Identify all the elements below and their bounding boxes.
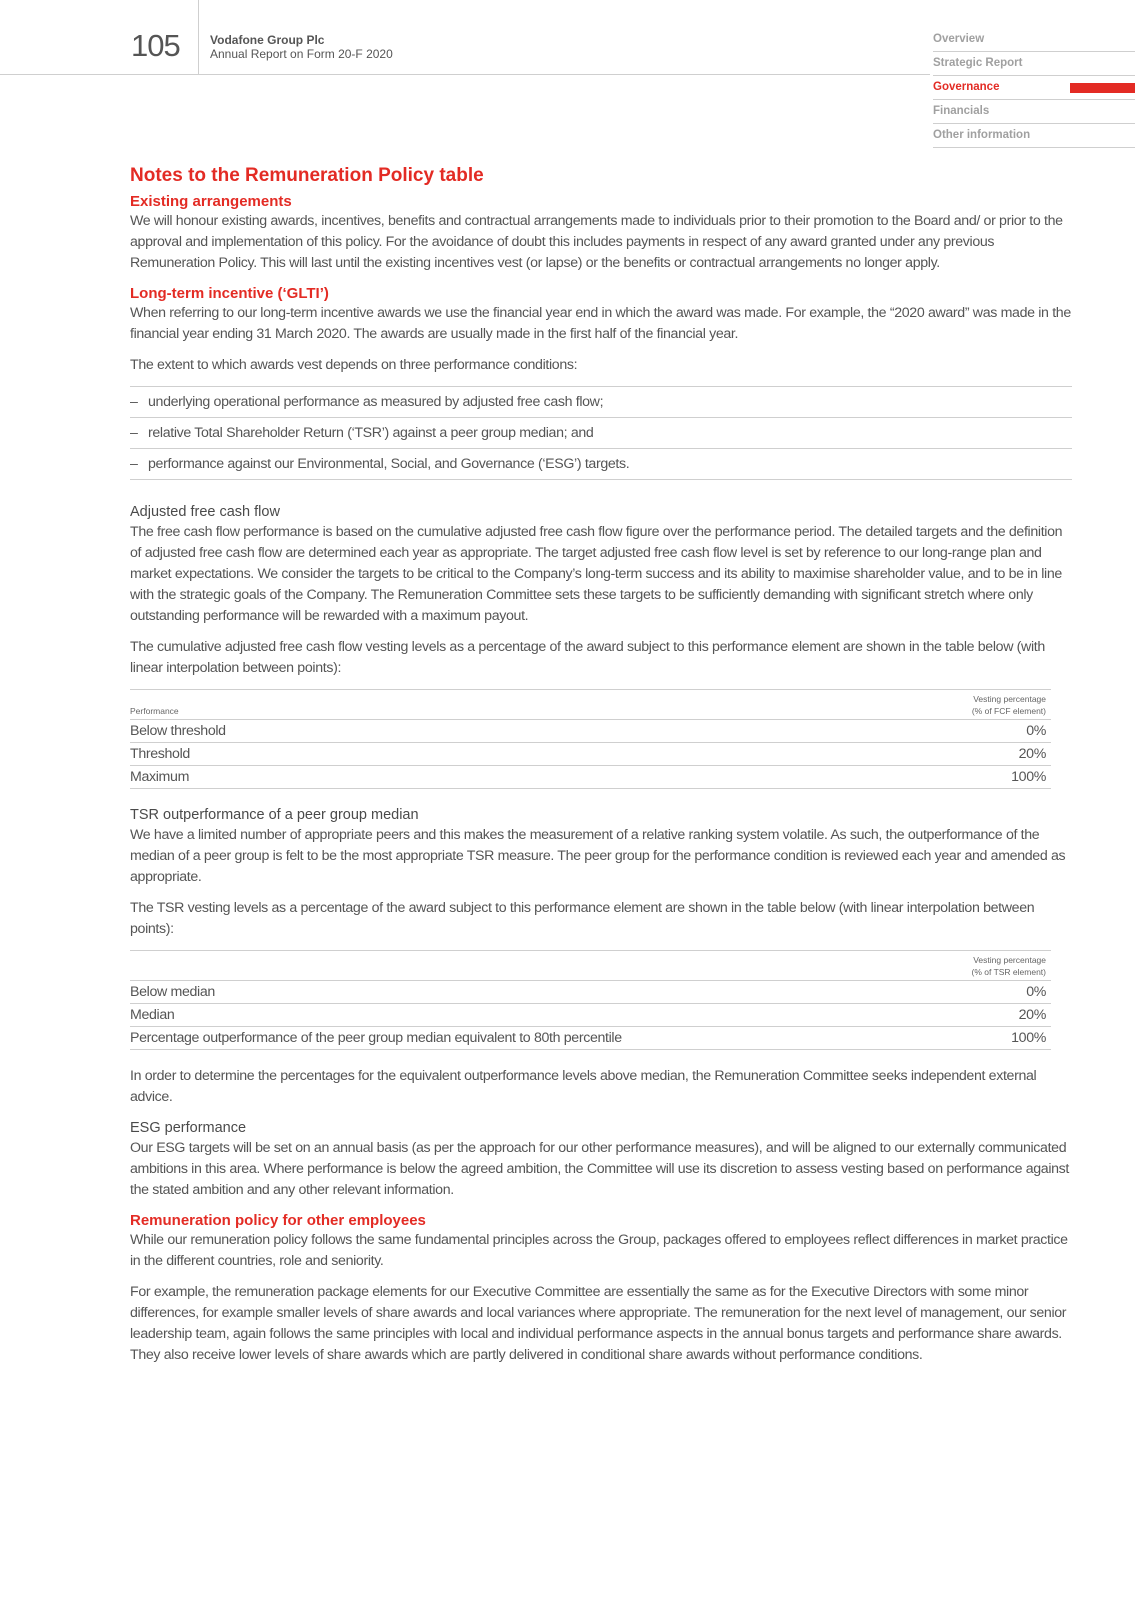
nav-item-financials[interactable]: Financials [933,100,1135,124]
paragraph: Our ESG targets will be set on an annual basis (as per the approach for our other performance measures), and will be aligned to our externally communicated ambitions in this area. Where performance is below the agreed ambition, the Committee will use its discretion to assess vesting based on performance against the stated ambition and any other relevant information. [130,1140,1070,1198]
section-existing-arrangements [130,192,1072,274]
publication-info [210,33,393,61]
table-row [130,720,1051,743]
paragraph: When referring to our long-term incentive awards we use the financial year end in which the award was made. For example, the “2020 award” was made in the financial year ending 31 March 2020. The awards are usually made in the first half of the financial year. [130,305,1071,342]
column-header-vesting [634,690,1051,720]
section-heading: Long-term incentive (‘GLTI’) [130,285,329,302]
list-item [130,387,1072,418]
section-glti [130,284,1072,480]
header-divider [0,74,930,75]
vesting-cell: 20% [923,1004,1051,1027]
subsection-heading: Adjusted free cash flow [130,504,280,520]
column-header-line: Vesting percentage [973,694,1046,704]
section-other-employees [130,1211,1072,1366]
paragraph: For example, the remuneration package elements for our Executive Committee are essentially the same as for the Executive Directors with some minor differences, for example smaller levels of share awards and local variances where appropriate. The remuneration for the next level of management, our senior leadership team, again follows the same principles with local and individual performance aspects in the annual bonus targets and performance share awards. They also receive lower levels of share awards which are partly delivered in conditional share awards without performance conditions. [130,1284,1067,1363]
column-header-vesting [923,951,1051,981]
nav-item-overview[interactable]: Overview [933,28,1135,52]
subsection-heading: ESG performance [130,1120,247,1136]
page-title: Notes to the Remuneration Policy table [130,165,484,186]
paragraph: In order to determine the percentages for the equivalent outperformance levels above median, the Remuneration Committee seeks independent external advice. [130,1068,1037,1105]
vesting-cell: 0% [634,720,1051,743]
list-item-text: performance against our Environmental, Social, and Governance (‘ESG’) targets. [148,456,630,472]
table-row [130,766,1051,789]
vesting-cell: 100% [634,766,1051,789]
paragraph: We will honour existing awards, incentives, benefits and contractual arrangements made to individuals prior to their promotion to the Board and/ or prior to the approval and implementation of this policy. For the avoidance of doubt this includes payments in respect of any award granted under any previous Remuneration Policy. This will last until the existing incentives vest (or lapse) or the benefits or contractual arrangements no longer apply. [130,213,1063,271]
table-header-row [130,690,1051,720]
report-name: Annual Report on Form 20-F 2020 [210,47,393,61]
dash-marker: – [130,425,138,441]
active-section-marker [1070,83,1135,93]
paragraph: While our remuneration policy follows the same fundamental principles across the Group, packages offered to employees reflect differences in market practice in the different countries, role and seniority. [130,1232,1068,1269]
nav-item-governance-label: Governance [933,81,1000,93]
tsr-vesting-table [130,950,1051,1050]
column-header-performance: Performance [130,690,634,720]
performance-cell: Threshold [130,743,634,766]
performance-cell: Median [130,1004,923,1027]
main-content [130,164,1072,1376]
paragraph: The free cash flow performance is based on the cumulative adjusted free cash flow figure over the performance period. The detailed targets and the definition of adjusted free cash flow are determined each year as appropriate. The target adjusted free cash flow level is set by reference to our long-range plan and market expectations. We consider the targets to be critical to the Company’s long-term success and its ability to maximise shareholder value, and to be in line with the strategic goals of the Company. The Remuneration Committee sets these targets to be sufficiently demanding with significant stretch where only outstanding performance will be rewarded with a maximum payout. [130,524,1063,624]
table-row [130,1004,1051,1027]
list-item-text: underlying operational performance as measured by adjusted free cash flow; [148,394,604,410]
fcf-vesting-table [130,689,1051,789]
section-esg [130,1118,1072,1201]
performance-cell: Percentage outperformance of the peer group median equivalent to 80th percentile [130,1027,923,1050]
nav-item-other-information[interactable]: Other information [933,124,1135,148]
paragraph: The cumulative adjusted free cash flow vesting levels as a percentage of the award subject to this performance element are shown in the table below (with linear interpolation between points): [130,639,1045,676]
nav-item-strategic-report[interactable]: Strategic Report [933,52,1135,76]
list-item [130,418,1072,449]
section-tsr [130,805,1072,1108]
performance-cell: Maximum [130,766,634,789]
table-row [130,981,1051,1004]
dash-marker: – [130,456,138,472]
company-name: Vodafone Group Plc [210,33,325,47]
nav-item-governance[interactable] [933,76,1135,100]
performance-conditions-list [130,386,1072,480]
column-header-line: (% of FCF element) [971,706,1046,716]
subsection-heading: TSR outperformance of a peer group median [130,807,419,823]
page-number: 105 [131,28,180,63]
paragraph: We have a limited number of appropriate peers and this makes the measurement of a relative ranking system volatile. As such, the outperformance of the median of a peer group is felt to be the most appropriate TSR measure. The peer group for the performance condition is reviewed each year and amended as appropriate. [130,827,1066,885]
table-header-row [130,951,1051,981]
vesting-cell: 0% [923,981,1051,1004]
paragraph: The extent to which awards vest depends on three performance conditions: [130,357,578,373]
list-item [130,449,1072,480]
list-item-text: relative Total Shareholder Return (‘TSR’) against a peer group median; and [148,425,594,441]
dash-marker: – [130,394,138,410]
performance-cell: Below median [130,981,923,1004]
column-header-empty [130,951,923,981]
section-nav [933,28,1135,148]
section-adjusted-fcf [130,502,1072,789]
performance-cell: Below threshold [130,720,634,743]
vesting-cell: 100% [923,1027,1051,1050]
table-row [130,743,1051,766]
table-row [130,1027,1051,1050]
section-heading: Existing arrangements [130,193,292,210]
column-header-line: (% of TSR element) [971,967,1046,977]
vesting-cell: 20% [634,743,1051,766]
section-heading: Remuneration policy for other employees [130,1212,426,1229]
header-divider-vertical [198,0,199,74]
column-header-line: Vesting percentage [973,955,1046,965]
paragraph: The TSR vesting levels as a percentage of the award subject to this performance element are shown in the table below (with linear interpolation between points): [130,900,1035,937]
